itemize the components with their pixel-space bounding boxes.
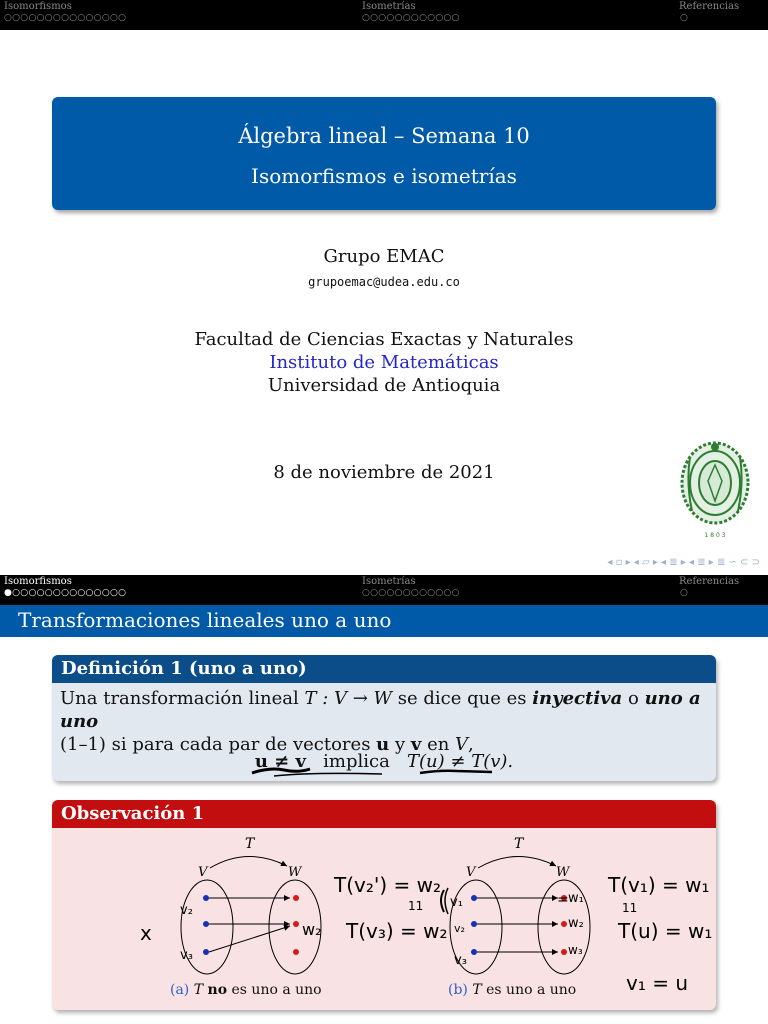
beamer-navigation-controls[interactable]: ◂ ▫ ▸ ◂ ▱ ▸ ◂ ≣ ▸ ◂ ≣ ▸ ≣ ∽ ⊂ ⊃ [607, 557, 760, 568]
caption-b-label: (b) [448, 982, 468, 998]
label-V: V [466, 865, 476, 880]
label-W: W [556, 865, 570, 880]
hand-v3: v₃ [180, 948, 193, 963]
mapping-diagrams [52, 828, 716, 1010]
hand-bw2: w₂ [568, 916, 584, 931]
nav-section-referencias[interactable]: Referencias [679, 1, 740, 12]
date: 8 de noviembre de 2021 [273, 462, 495, 483]
caption-b-T: T [472, 982, 482, 998]
hand-bv1: v₁ [450, 895, 463, 910]
caption-b [448, 982, 576, 998]
presentation-title: Álgebra lineal – Semana 10 [238, 124, 530, 148]
hand-eleven-mark-a: 11 [408, 899, 424, 913]
faculty: Facultad de Ciencias Exactas y Naturales [194, 329, 574, 350]
def-text: Una transformación lineal [60, 688, 305, 709]
def-math: T : V → W [304, 688, 393, 709]
hand-bv3: v₃ [454, 953, 467, 968]
nav-section-isometrias[interactable]: Isometrías [362, 1, 416, 12]
caption-a-label: (a) [170, 982, 190, 998]
hand-note-3: T(v₁) = w₁ [608, 873, 710, 897]
hand-note-1: T(v₂') = w₂ [334, 873, 442, 897]
hand-note-5: v₁ = u [626, 971, 689, 995]
caption-a-T: T [193, 982, 204, 998]
nav-dots-referencias[interactable]: ○ [680, 588, 689, 598]
seal-year: 1 8 0 3 [704, 532, 726, 539]
def-text: en [421, 734, 456, 755]
frame-title: Transformaciones lineales uno a uno [18, 608, 392, 632]
formula-left: u ≠ v [254, 751, 306, 772]
observation-block [52, 800, 716, 1010]
caption-a-no: no [207, 982, 228, 998]
nav-section-isometrias[interactable]: Isometrías [362, 576, 416, 587]
formula-right: T(u) ≠ T(v). [407, 751, 514, 772]
def-text: se dice que es [392, 688, 533, 709]
hand-note-2: T(v₃) = w₂ [346, 919, 448, 943]
formula-mid: implica [323, 751, 390, 772]
hand-v2: v₂ [180, 903, 193, 918]
nav-dots-isometrias[interactable]: ○○○○○○○○○○○○ [362, 588, 460, 598]
def-text: (1–1) si para cada par de vectores [60, 734, 377, 755]
author: Grupo EMAC [323, 246, 445, 267]
nav-dots-referencias[interactable]: ○ [680, 13, 689, 23]
nav-section-referencias[interactable]: Referencias [679, 576, 740, 587]
section-navbar [0, 575, 768, 605]
def-vector: u [376, 734, 390, 755]
caption-b-rest: es uno a uno [481, 982, 577, 998]
university: Universidad de Antioquia [267, 375, 501, 396]
definition-header: Definición 1 (uno a uno) [52, 655, 716, 683]
nav-dots-isomorfismos[interactable]: ○○○○○○○○○○○○○○○ [4, 13, 127, 23]
label-T: T [514, 836, 524, 852]
diagram-a [181, 836, 321, 974]
definition-block [52, 655, 716, 781]
mapping-figure [52, 828, 716, 1010]
nav-section-isomorfismos[interactable]: Isomorfismos [4, 1, 72, 12]
label-W: W [288, 865, 302, 880]
hand-bv2: v₂ [454, 922, 465, 935]
content-slide [0, 575, 768, 1024]
underline-annotations [52, 655, 716, 781]
observation-header: Observación 1 [52, 800, 716, 828]
title-box [52, 97, 716, 210]
section-navbar [0, 0, 768, 30]
def-math: V [455, 734, 469, 755]
hand-note-4: T(u) = w₁ [618, 919, 713, 943]
nav-dots-isometrias[interactable]: ○○○○○○○○○○○○ [362, 13, 460, 23]
hand-equals-mark: = [557, 892, 569, 908]
def-text: , [468, 734, 474, 755]
def-emphasis: uno a uno [60, 688, 701, 732]
institute: Instituto de Matemáticas [269, 352, 499, 373]
def-emphasis: inyectiva [532, 688, 623, 709]
presentation-subtitle: Isomorfismos e isometrías [251, 164, 517, 188]
def-vector: v [410, 734, 422, 755]
caption-a-rest: es uno a uno [227, 982, 322, 998]
hand-eleven-mark-b: 11 [622, 901, 638, 915]
caption-a [170, 982, 322, 998]
frame-title-bar [0, 605, 768, 637]
nav-dots-isomorfismos[interactable]: ●○○○○○○○○○○○○○○ [4, 588, 127, 598]
nav-section-isomorfismos[interactable]: Isomorfismos [4, 576, 72, 587]
label-V: V [198, 865, 208, 880]
handwritten-notes [140, 873, 712, 995]
def-text: o [622, 688, 645, 709]
hand-w2: w₂ [302, 920, 322, 939]
def-text: y [389, 734, 411, 755]
label-T: T [245, 836, 255, 852]
hand-bw3: w₃ [568, 943, 583, 957]
hand-x-mark: x [140, 921, 152, 945]
author-email: grupoemac@udea.edu.co [308, 275, 460, 289]
hand-bw1: w₁ [568, 891, 584, 906]
university-seal-icon [678, 437, 752, 541]
